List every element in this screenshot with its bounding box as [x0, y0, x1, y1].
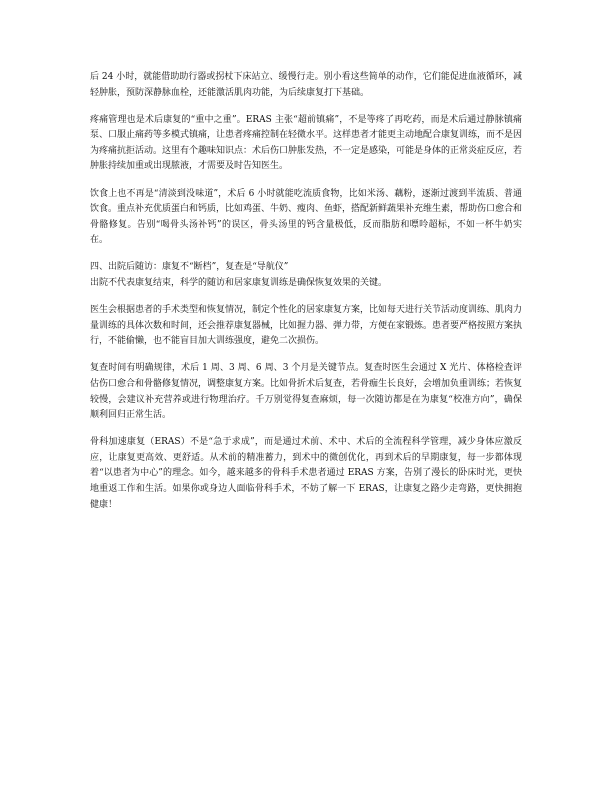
paragraph-text: 饮食上也不再是“清淡到没味道”，术后 6 小时就能吃流质食物，比如米汤、藕粉，逐渐过渡到半流质、普通饮食。重点补充优质蛋白和钙质，比如鸡蛋、牛奶、瘦肉、鱼虾，搭配新鲜蔬果补充维生素，帮助伤口愈合和骨骼修复。告别“喝骨头汤补钙”的误区，骨头汤里的钙含量极低，反而脂肪和嘌呤超标，不如一杯牛奶实在。: [90, 188, 523, 246]
paragraph-home-rehab-plan: [90, 303, 522, 350]
paragraph-review-schedule: [90, 361, 522, 423]
paragraph-walking-early: [90, 70, 522, 101]
paragraph-text: 后 24 小时，就能借助助行器或拐杖下床站立、缓慢行走。别小看这些简单的动作，它们能促进血液循环，减轻肿胀，预防深静脉血栓，还能激活肌肉功能，为后续康复打下基础。: [90, 72, 522, 98]
paragraph-text: 疼痛管理也是术后康复的“重中之重”。ERAS 主张“超前镇痛”，不是等疼了再吃药，而是术后通过静脉镇痛泵、口服止痛药等多模式镇痛，让患者疼痛控制在轻微水平。这样患者才能更主动地配合康复训练，而不是因为疼痛抗拒活动。这里有个趣味知识点：术后伤口肿胀发热，不一定是感染，可能是身体的正常炎症反应，若肿胀持续加重或出现脓液，才需要及时告知医生。: [90, 114, 523, 172]
paragraph-text: 骨科加速康复（ERAS）不是“急于求成”，而是通过术前、术中、术后的全流程科学管理，减少身体应激反应，让康复更高效、更舒适。从术前的精准蓄力，到术中的微创优化，再到术后的早期康复，每一步都体现着“以患者为中心”的理念。如今，越来越多的骨科手术患者通过 ERAS 方案，告别了漫长的卧床时光，更快地重返工作和生活。如果你或身边人面临骨科手术，不妨了解一下 ERAS，让康复之路少走弯路，更快拥抱健康！: [90, 437, 522, 510]
paragraph-conclusion: [90, 435, 522, 513]
section-heading: 四、出院后随访：康复不“断档”，复查是“导航仪”: [90, 262, 289, 273]
document-body: [90, 70, 522, 525]
paragraph-diet: [90, 187, 522, 249]
paragraph-text: 复查时间有明确规律，术后 1 周、3 周、6 周、3 个月是关键节点。复查时医生会通过 X 光片、体格检查评估伤口愈合和骨骼修复情况，调整康复方案。比如骨折术后复查，若骨痂生长良好，会增加负重训练；若恢复较慢，会建议补充营养或进行物理治疗。千万别觉得复查麻烦，每一次随访都是在为康复“校准方向”，确保顺利回归正常生活。: [90, 363, 523, 421]
paragraph-text: 出院不代表康复结束，科学的随访和居家康复训练是确保恢复效果的关键。: [90, 278, 388, 289]
paragraph-pain-management: [90, 113, 522, 175]
paragraph-text: 医生会根据患者的手术类型和恢复情况，制定个性化的居家康复方案，比如每天进行关节活动度训练、肌肉力量训练的具体次数和时间，还会推荐康复器械，比如握力器、弹力带，方便在家锻炼。患者要严格按照方案执行，不能偷懒，也不能盲目加大训练强度，避免二次损伤。: [90, 305, 523, 347]
section-followup: [90, 260, 522, 291]
